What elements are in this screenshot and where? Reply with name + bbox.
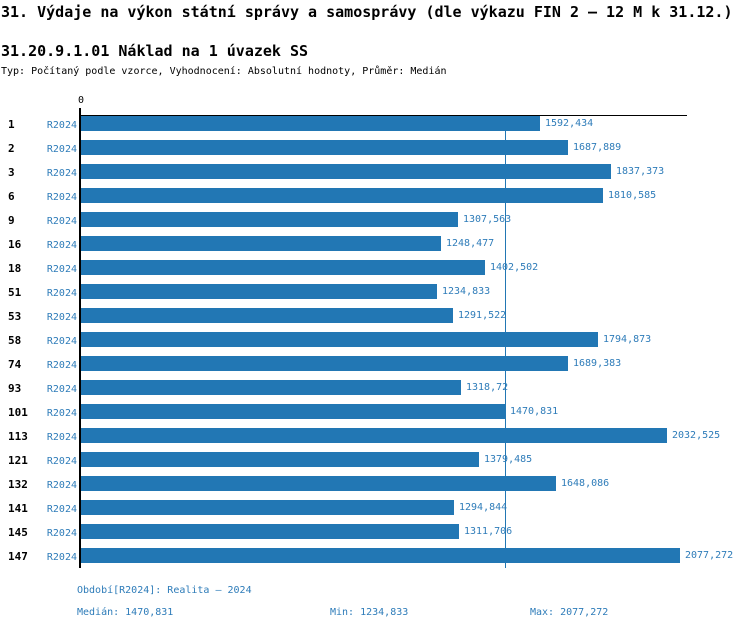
row-category-label: 3 <box>8 166 15 179</box>
bar-value-label: 1379,485 <box>484 454 533 465</box>
page-title: 31. Výdaje na výkon státní správy a samosprávy (dle výkazu FIN 2 – 12 M k 31.12.) <box>1 3 733 21</box>
row-category-label: 147 <box>8 550 28 563</box>
bar-value-label: 2032,525 <box>672 430 721 441</box>
row-category-label: 1 <box>8 118 15 131</box>
bar[interactable] <box>81 548 680 563</box>
row-series-label: R2024 <box>46 216 77 227</box>
bar[interactable] <box>81 428 667 443</box>
bar-value-label: 1402,502 <box>490 262 539 273</box>
bar[interactable] <box>81 188 603 203</box>
bar-value-label: 1794,873 <box>603 334 652 345</box>
bar[interactable] <box>81 260 485 275</box>
row-series-label: R2024 <box>46 456 77 467</box>
bar-row <box>0 548 750 572</box>
bar-row <box>0 452 750 476</box>
bar[interactable] <box>81 236 441 251</box>
bar[interactable] <box>81 212 458 227</box>
bar[interactable] <box>81 308 453 323</box>
row-category-label: 18 <box>8 262 22 275</box>
row-series-label: R2024 <box>46 504 77 515</box>
row-series-label: R2024 <box>46 336 77 347</box>
row-series-label: R2024 <box>46 312 77 323</box>
row-series-label: R2024 <box>46 408 77 419</box>
bar-row <box>0 116 750 140</box>
row-category-label: 6 <box>8 190 15 203</box>
row-series-label: R2024 <box>46 360 77 371</box>
bar-row <box>0 404 750 428</box>
bar-row <box>0 236 750 260</box>
row-category-label: 141 <box>8 502 28 515</box>
row-category-label: 132 <box>8 478 28 491</box>
bar-value-label: 1307,563 <box>463 214 512 225</box>
row-series-label: R2024 <box>46 144 77 155</box>
bar[interactable] <box>81 284 437 299</box>
bar-row <box>0 380 750 404</box>
row-category-label: 53 <box>8 310 22 323</box>
row-series-label: R2024 <box>46 552 77 563</box>
chart-meta: Typ: Počítaný podle vzorce, Vyhodnocení: Absolutní hodnoty, Průměr: Medián <box>1 66 447 77</box>
bar[interactable] <box>81 452 479 467</box>
bar-row <box>0 332 750 356</box>
bar-value-label: 1837,373 <box>616 166 665 177</box>
row-series-label: R2024 <box>46 120 77 131</box>
bar-value-label: 2077,272 <box>685 550 734 561</box>
footer-min-label: Min: 1234,833 <box>330 607 409 618</box>
bar-value-label: 1291,522 <box>458 310 507 321</box>
bar-value-label: 1687,889 <box>573 142 622 153</box>
bar-row <box>0 284 750 308</box>
bar[interactable] <box>81 356 568 371</box>
bar-value-label: 1592,434 <box>545 118 594 129</box>
row-series-label: R2024 <box>46 480 77 491</box>
bar-row <box>0 260 750 284</box>
bar[interactable] <box>81 116 540 131</box>
bar-row <box>0 524 750 548</box>
bar-value-label: 1311,706 <box>464 526 513 537</box>
bar[interactable] <box>81 404 505 419</box>
bar-value-label: 1689,383 <box>573 358 622 369</box>
footer-period-label: Období[R2024]: Realita – 2024 <box>77 585 252 596</box>
bar-row <box>0 428 750 452</box>
bar-value-label: 1248,477 <box>446 238 495 249</box>
bar-row <box>0 212 750 236</box>
bar-row <box>0 140 750 164</box>
bar[interactable] <box>81 332 598 347</box>
bar-row <box>0 476 750 500</box>
bar-row <box>0 356 750 380</box>
x-axis-zero-label: 0 <box>77 95 85 106</box>
row-category-label: 2 <box>8 142 15 155</box>
row-category-label: 145 <box>8 526 28 539</box>
bar[interactable] <box>81 164 611 179</box>
bar[interactable] <box>81 140 568 155</box>
bar-row <box>0 188 750 212</box>
row-series-label: R2024 <box>46 264 77 275</box>
row-category-label: 58 <box>8 334 22 347</box>
row-category-label: 121 <box>8 454 28 467</box>
row-series-label: R2024 <box>46 168 77 179</box>
row-category-label: 51 <box>8 286 22 299</box>
row-series-label: R2024 <box>46 528 77 539</box>
bar-value-label: 1234,833 <box>442 286 491 297</box>
row-series-label: R2024 <box>46 192 77 203</box>
bar-value-label: 1810,585 <box>608 190 657 201</box>
row-category-label: 16 <box>8 238 22 251</box>
bar-row <box>0 308 750 332</box>
row-series-label: R2024 <box>46 240 77 251</box>
footer-max-label: Max: 2077,272 <box>530 607 609 618</box>
footer-median-label: Medián: 1470,831 <box>77 607 174 618</box>
bar[interactable] <box>81 524 459 539</box>
bar-value-label: 1294,844 <box>459 502 508 513</box>
bar[interactable] <box>81 380 461 395</box>
bar-value-label: 1318,72 <box>466 382 509 393</box>
row-series-label: R2024 <box>46 384 77 395</box>
row-category-label: 101 <box>8 406 28 419</box>
row-category-label: 113 <box>8 430 28 443</box>
bar[interactable] <box>81 500 454 515</box>
row-category-label: 74 <box>8 358 22 371</box>
bar-value-label: 1470,831 <box>510 406 559 417</box>
bar-row <box>0 500 750 524</box>
row-category-label: 93 <box>8 382 22 395</box>
bar-value-label: 1648,086 <box>561 478 610 489</box>
row-series-label: R2024 <box>46 432 77 443</box>
row-series-label: R2024 <box>46 288 77 299</box>
bar[interactable] <box>81 476 556 491</box>
indicator-title: 31.20.9.1.01 Náklad na 1 úvazek SS <box>1 42 309 60</box>
row-category-label: 9 <box>8 214 15 227</box>
bar-row <box>0 164 750 188</box>
